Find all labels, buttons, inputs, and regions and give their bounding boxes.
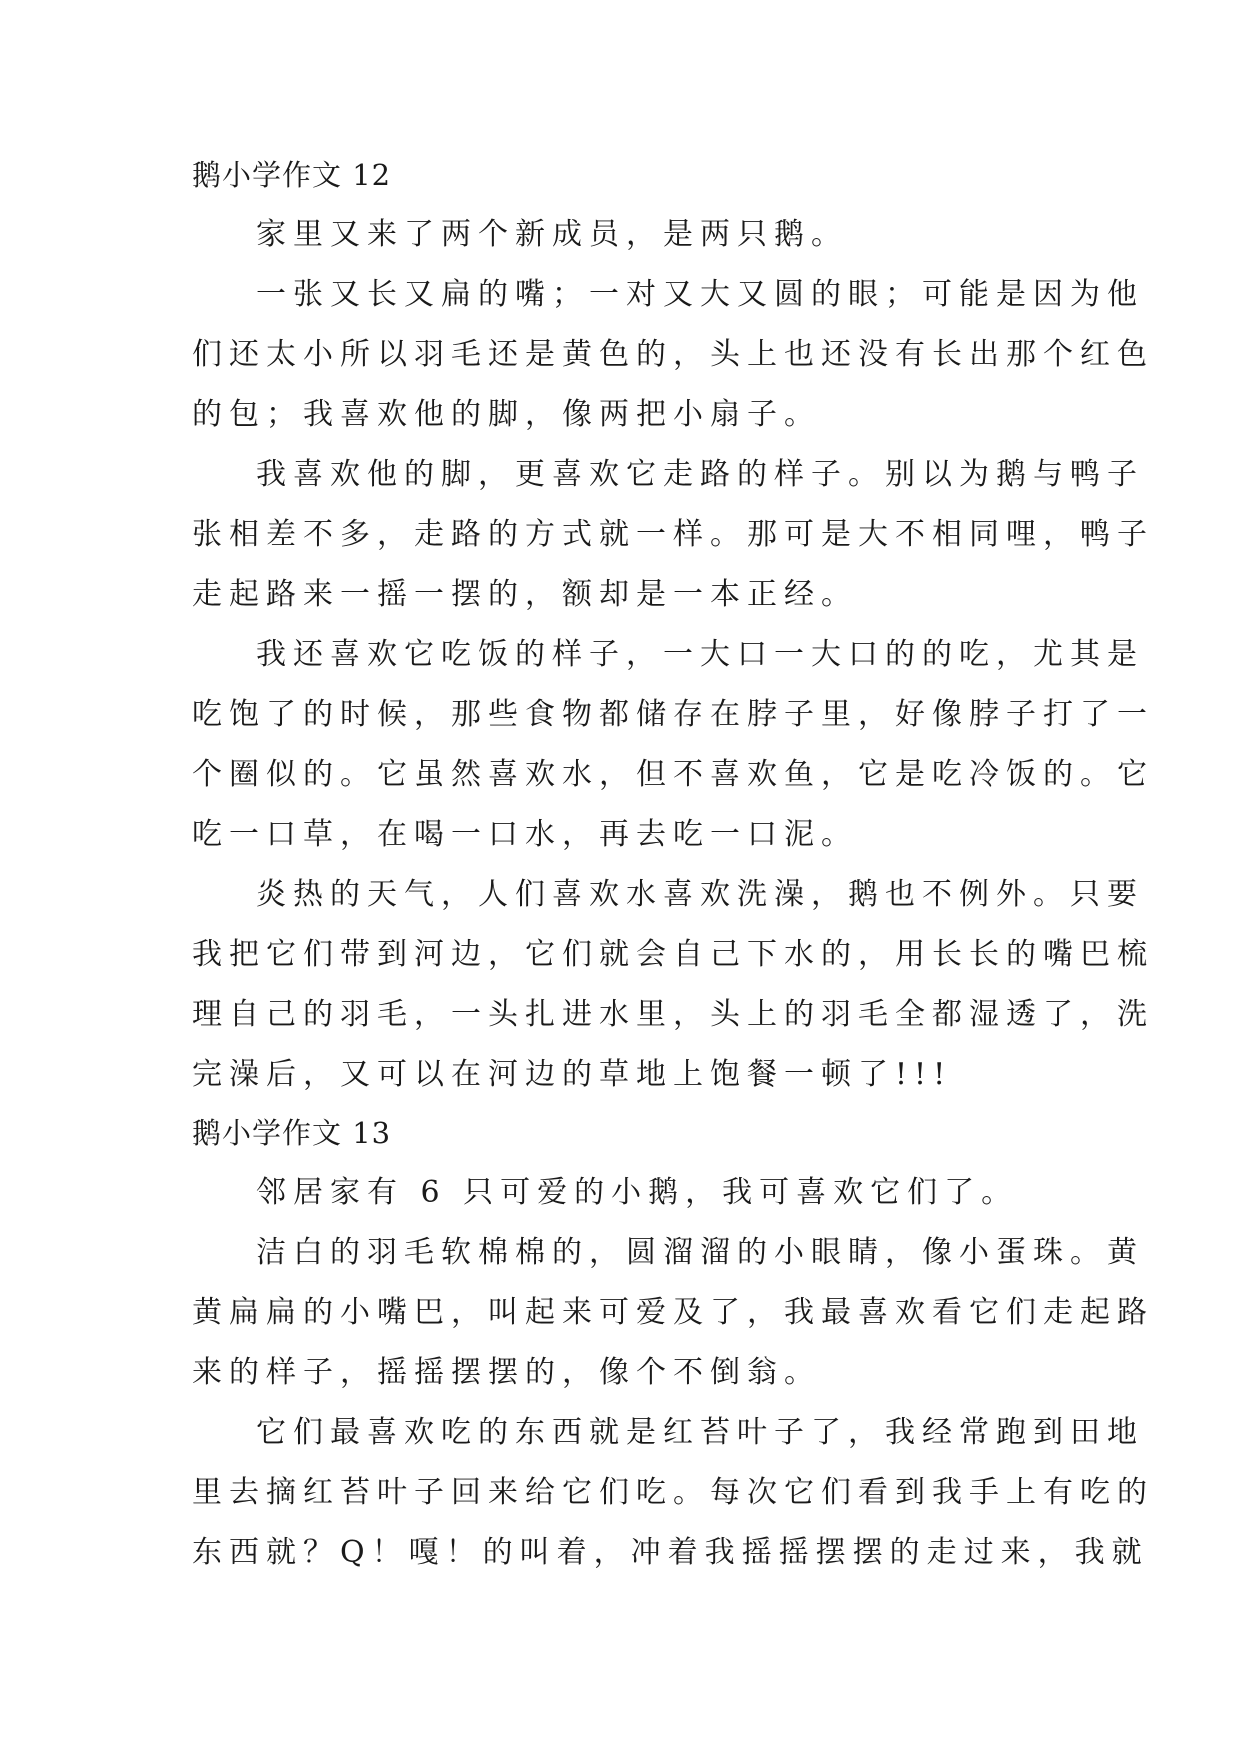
essay-13 [192, 1113, 1154, 1583]
paragraph [192, 1223, 1154, 1403]
text-line: 来的样子，摇摇摆摆的，像个不倒翁。 [192, 1355, 821, 1390]
text-line: 炎热的天气，人们喜欢水喜欢洗澡，鹅也不例外。只要 [256, 877, 1144, 912]
text-line: 理自己的羽毛，一头扎进水里，头上的羽毛全都湿透了，洗 [192, 997, 1154, 1032]
text-line: 我喜欢他的脚，更喜欢它走路的样子。别以为鹅与鸭子 [256, 457, 1144, 492]
text-line: 张相差不多，走路的方式就一样。那可是大不相同哩，鸭子 [192, 517, 1154, 552]
paragraph [192, 865, 1154, 1105]
text-line: 个圈似的。它虽然喜欢水，但不喜欢鱼，它是吃冷饭的。它 [192, 757, 1154, 792]
text-line: 吃一口草，在喝一口水，再去吃一口泥。 [192, 817, 858, 852]
text-line: 洁白的羽毛软棉棉的，圆溜溜的小眼睛，像小蛋珠。黄 [256, 1235, 1144, 1270]
text-line: 它们最喜欢吃的东西就是红苔叶子了，我经常跑到田地 [256, 1415, 1144, 1450]
essay-12 [192, 155, 1154, 1105]
paragraph [192, 445, 1154, 625]
paragraph [192, 205, 1052, 265]
paragraph [192, 265, 1154, 445]
essay-title: 鹅小学作文 12 [192, 158, 392, 192]
text-line: 东西就？Q！嘎！的叫着，冲着我摇摇摆摆的走过来，我就 [192, 1535, 1149, 1570]
text-line: 完澡后，又可以在河边的草地上饱餐一顿了!!! [192, 1057, 953, 1092]
text-line: 黄扁扁的小嘴巴，叫起来可爱及了，我最喜欢看它们走起路 [192, 1295, 1154, 1330]
text-line: 走起路来一摇一摆的，额却是一本正经。 [192, 577, 858, 612]
text-line: 里去摘红苔叶子回来给它们吃。每次它们看到我手上有吃的 [192, 1475, 1154, 1510]
text-line: 一张又长又扁的嘴；一对又大又圆的眼；可能是因为他 [256, 277, 1144, 312]
text-line: 家里又来了两个新成员，是两只鹅。 [256, 217, 848, 252]
text-line: 的包；我喜欢他的脚，像两把小扇子。 [192, 397, 821, 432]
paragraph [192, 1163, 1052, 1223]
text-line: 们还太小所以羽毛还是黄色的，头上也还没有长出那个红色 [192, 337, 1154, 372]
paragraph [192, 625, 1154, 865]
document-content [192, 155, 1154, 1583]
text-line: 吃饱了的时候，那些食物都储存在脖子里，好像脖子打了一 [192, 697, 1154, 732]
paragraph [192, 1403, 1154, 1583]
text-line: 我把它们带到河边，它们就会自己下水的，用长长的嘴巴梳 [192, 937, 1154, 972]
text-line: 我还喜欢它吃饭的样子，一大口一大口的的吃，尤其是 [256, 637, 1144, 672]
essay-title: 鹅小学作文 13 [192, 1116, 392, 1150]
text-line: 邻居家有 6 只可爱的小鹅，我可喜欢它们了。 [256, 1175, 1019, 1210]
